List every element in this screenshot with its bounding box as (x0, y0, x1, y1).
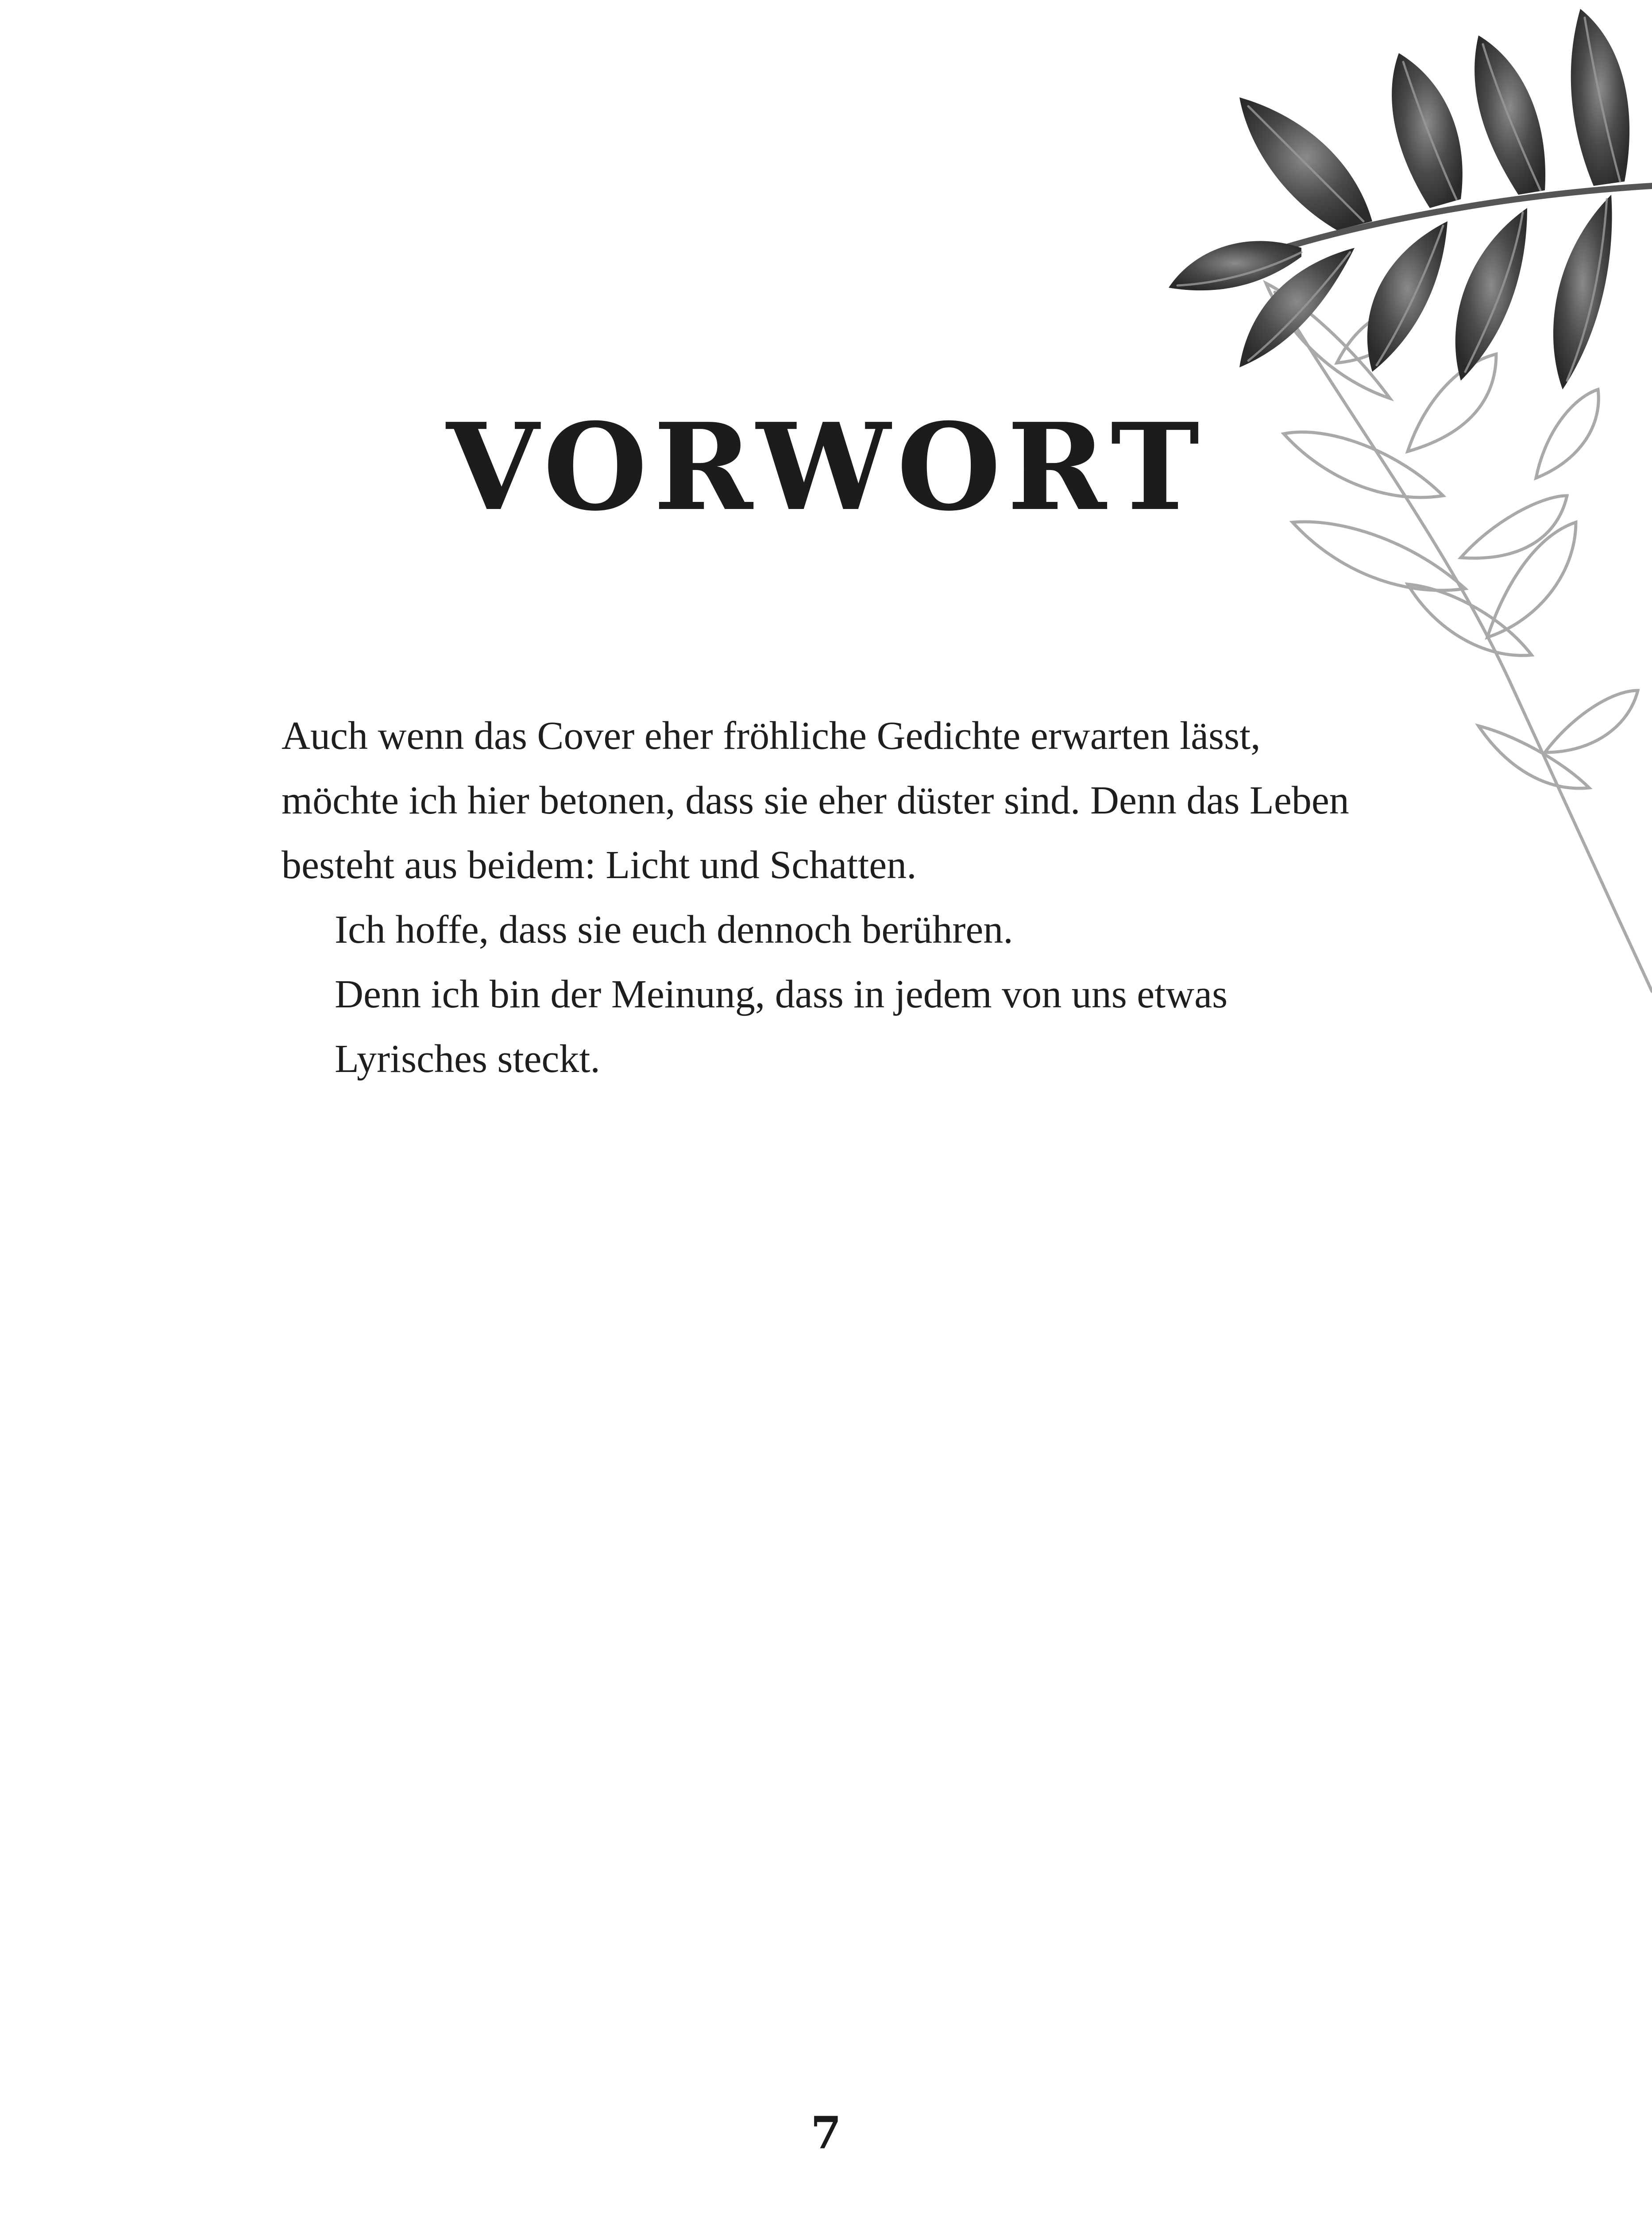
paragraph: Auch wenn das Cover eher fröhliche Gedichte erwarten lässt, möchte ich hier betonen, dass sie eher düster sind. Denn das Leben besteht aus beidem: Licht und Schatten. (282, 714, 1349, 887)
paragraph: Ich hoffe, dass sie euch dennoch berühren. (335, 908, 1013, 952)
chapter-title: VORWORT (446, 397, 1206, 537)
paragraph: Denn ich bin der Meinung, dass in jedem von uns etwas Lyrisches steckt. (335, 972, 1228, 1081)
page-number: 7 (811, 2107, 841, 2159)
body-text (282, 704, 1370, 1091)
